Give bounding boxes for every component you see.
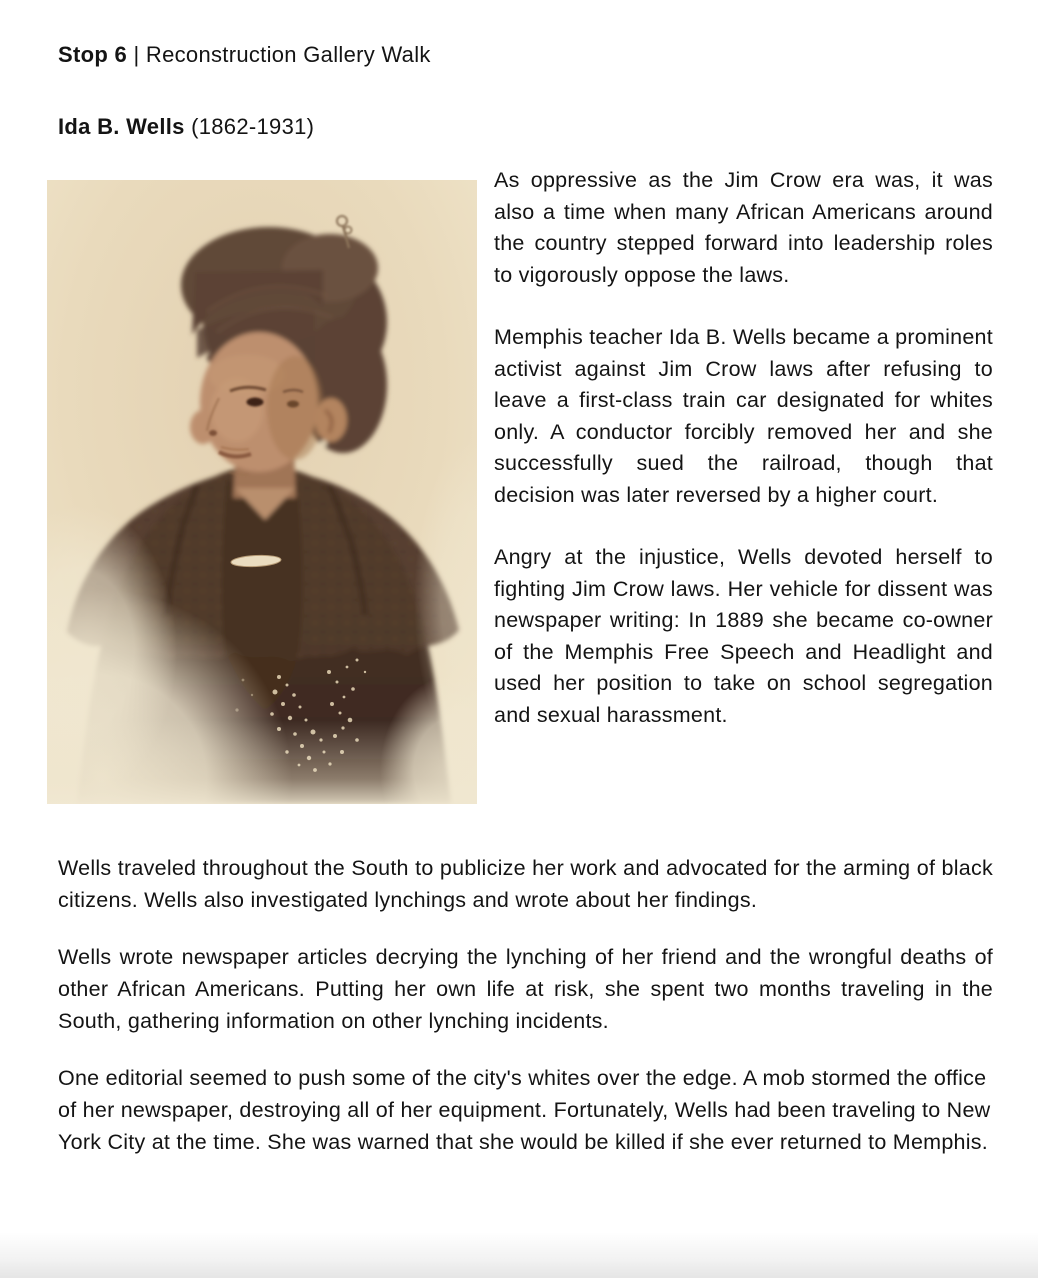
- subject-name: Ida B. Wells: [58, 114, 185, 139]
- paragraph-newspaper-articles: Wells wrote newspaper articles decrying the lynching of her friend and the wrongful deaths of other African Americans. Putting her own life at risk, she spent two months traveling in the South, gathering information on other lynching incidents.: [58, 945, 993, 1033]
- photo-and-text-row: [58, 165, 993, 825]
- paragraph-angry-at-injustice: Angry at the injustice, Wells devoted herself to fighting Jim Crow laws. Her vehicle for dissent was newspaper writing: In 1889 she became co-owner of the Memphis Free Speech and Headlight and used her position to take on school segregation and sexual harassment.: [494, 545, 993, 727]
- walk-title: Reconstruction Gallery Walk: [145, 42, 431, 67]
- page-bottom-shadow: [0, 1232, 1038, 1278]
- paragraph-memphis-teacher: Memphis teacher Ida B. Wells became a prominent activist against Jim Crow laws after refusing to leave a first-class train car designated for whites only. A conductor forcibly removed her and she successfully sued the railroad, though that decision was later reversed by a higher court.: [494, 325, 993, 507]
- paragraph-jim-crow-era: As oppressive as the Jim Crow era was, it was also a time when many African Americans around the country stepped forward into leadership roles to vigorously oppose the laws.: [494, 168, 993, 287]
- page-header: [58, 0, 993, 69]
- subject-heading: [58, 113, 993, 141]
- paragraph-traveled-south: Wells traveled throughout the South to publicize her work and advocated for the arming of black citizens. Wells also investigated lynchings and wrote about her findings.: [58, 856, 993, 912]
- header-separator: |: [133, 42, 140, 67]
- subject-years: (1862-1931): [191, 114, 315, 139]
- side-text-column: [494, 165, 993, 731]
- paragraph-editorial-mob: One editorial seemed to push some of the city's whites over the edge. A mob stormed the office of her newspaper, destroying all of her equipment. Fortunately, Wells had been traveling to New York City at the time. She was warned that she would be killed if she ever returned to Memphis.: [58, 1066, 991, 1154]
- portrait-photo: [47, 180, 477, 804]
- stop-label: Stop 6: [58, 42, 128, 67]
- full-width-text: [58, 852, 993, 1158]
